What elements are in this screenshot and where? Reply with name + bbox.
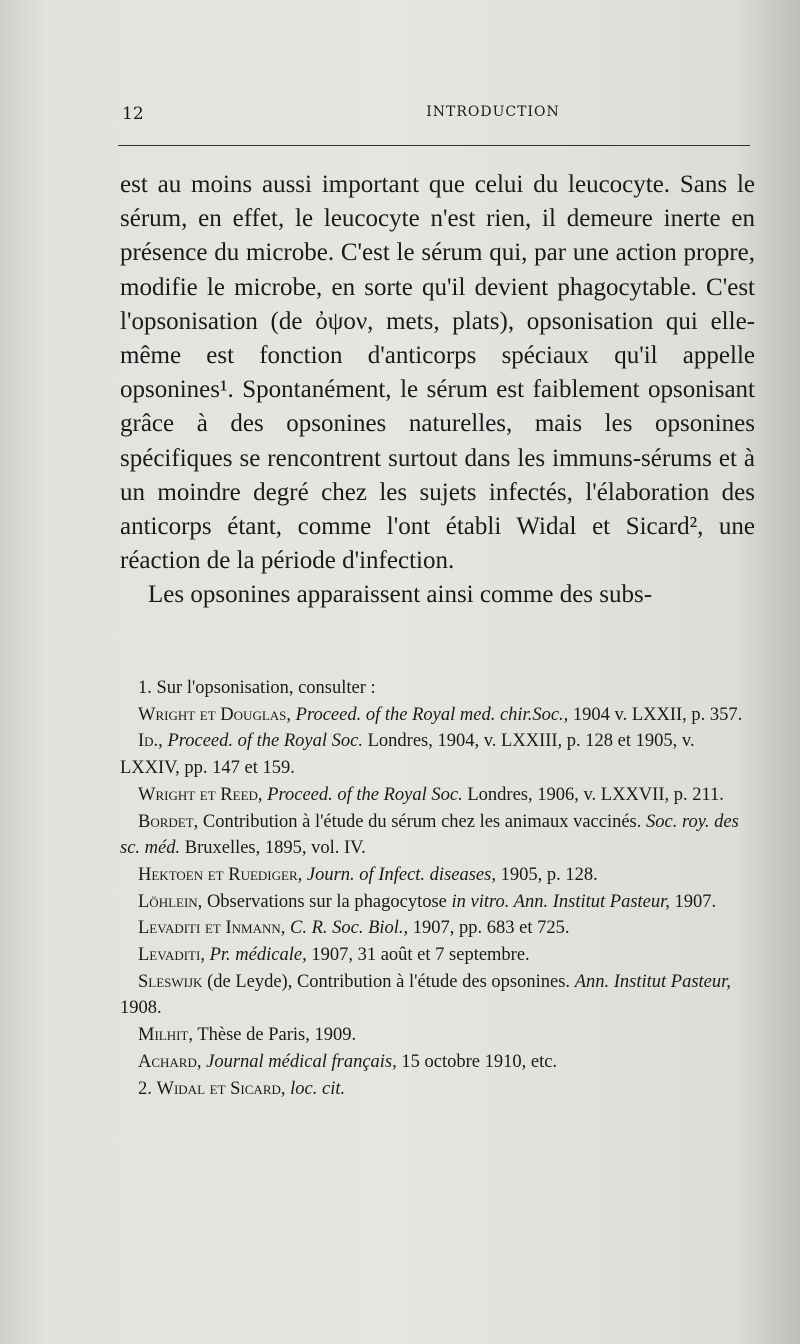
footnote-1-label: 1. Sur l'opsonisation, consulter : [138,678,376,698]
page-number: 12 [122,104,144,124]
reference-title: Proceed. of the Royal med. chir.Soc., [295,704,569,725]
reference-author: Bordet, [138,811,199,832]
footnote-2-title: loc. cit. [290,1078,346,1099]
body-text [120,168,755,613]
reference-details: 1908. [120,998,162,1019]
reference-details: 1904 v. LXXII, p. 357. [572,704,743,725]
footnote-2-author: Widal et Sicard, [156,1078,286,1099]
reference-author: Milhit, [138,1025,194,1046]
reference-author: Achard, [138,1051,202,1072]
body-paragraph-2: Les opsonines apparaissent ainsi comme des subs- [148,581,653,609]
body-paragraph-1: est au moins aussi important que celui du leucocyte. Sans le sérum, en effet, le leucocyte n'est rien, il demeure inerte en présence du microbe. C'est le sérum qui, par une action propre, modifie le microbe, en sorte qu'il devient phagocytable. C'est l'opsonisation (de ὀψον, mets, plats), opsonisation qui elle-même est fonction d'anticorps spéciaux qu'il appelle opsonines¹. Spontanément, le sérum est faiblement opsonisant grâce à des opsonines naturelles, mais les opsonines spécifiques se rencontrent surtout dans les immuns-sérums et à un moindre degré chez les sujets infectés, l'élaboration des anticorps étant, comme l'ont établi Widal et Sicard², une réaction de la période d'infection. [120,171,755,575]
reference-title: in vitro. Ann. Institut Pasteur, [451,891,670,912]
reference-item [120,889,755,916]
reference-details: Bruxelles, 1895, vol. IV. [184,838,366,859]
reference-title: Journ. of Infect. diseases, [306,864,496,885]
reference-item [120,1022,755,1049]
reference-author: Wright et Reed, [138,784,263,805]
header-rule [118,145,750,146]
reference-item [120,702,755,729]
running-title: INTRODUCTION [426,104,560,120]
footnote-2-number: 2. [138,1078,152,1099]
reference-details: 15 octobre 1910, etc. [401,1051,558,1072]
reference-item [120,782,755,809]
reference-details: 1907. [674,891,717,912]
reference-item [120,915,755,942]
reference-list [120,702,755,1076]
reference-author: Wright et Douglas, [138,704,292,725]
page-header [118,100,748,130]
reference-item [120,942,755,969]
reference-details: 1907, 31 août et 7 septembre. [311,945,530,966]
reference-item [120,969,755,1022]
footnotes [120,675,755,1102]
footnote-2 [120,1076,755,1103]
reference-title: Soc. roy. des sc. méd. [120,811,739,859]
reference-item [120,1049,755,1076]
reference-text: Thèse de Paris, 1909. [197,1025,357,1046]
reference-text: (de Leyde), Contribution à l'étude des opsonines. [207,971,571,992]
reference-item [120,809,755,862]
reference-details: Londres, 1904, v. LXXIII, p. 128 et 1905, v. LXXIV, pp. 147 et 159. [120,731,695,779]
reference-author: Id., [138,731,163,752]
reference-text: Observations sur la phagocytose [206,891,447,912]
reference-item [120,862,755,889]
reference-title: Pr. médicale, [209,945,307,966]
reference-text: Contribution à l'étude du sérum chez les animaux vaccinés. [202,811,642,832]
reference-title: Journal médical français, [206,1051,397,1072]
reference-author: Hektoen et Ruediger, [138,864,303,885]
reference-title: Proceed. of the Royal Soc. [167,731,363,752]
reference-author: Levaditi, [138,945,205,966]
reference-details: 1905, p. 128. [500,864,598,885]
reference-details: 1907, pp. 683 et 725. [412,918,570,939]
reference-author: Levaditi et Inmann, [138,918,286,939]
reference-author: Löhlein, [138,891,203,912]
reference-title: C. R. Soc. Biol., [289,918,409,939]
reference-title: Ann. Institut Pasteur, [574,971,731,992]
reference-item [120,728,755,781]
reference-author: Sleswijk [138,971,203,992]
reference-title: Proceed. of the Royal Soc. [267,784,463,805]
reference-details: Londres, 1906, v. LXXVII, p. 211. [467,784,724,805]
